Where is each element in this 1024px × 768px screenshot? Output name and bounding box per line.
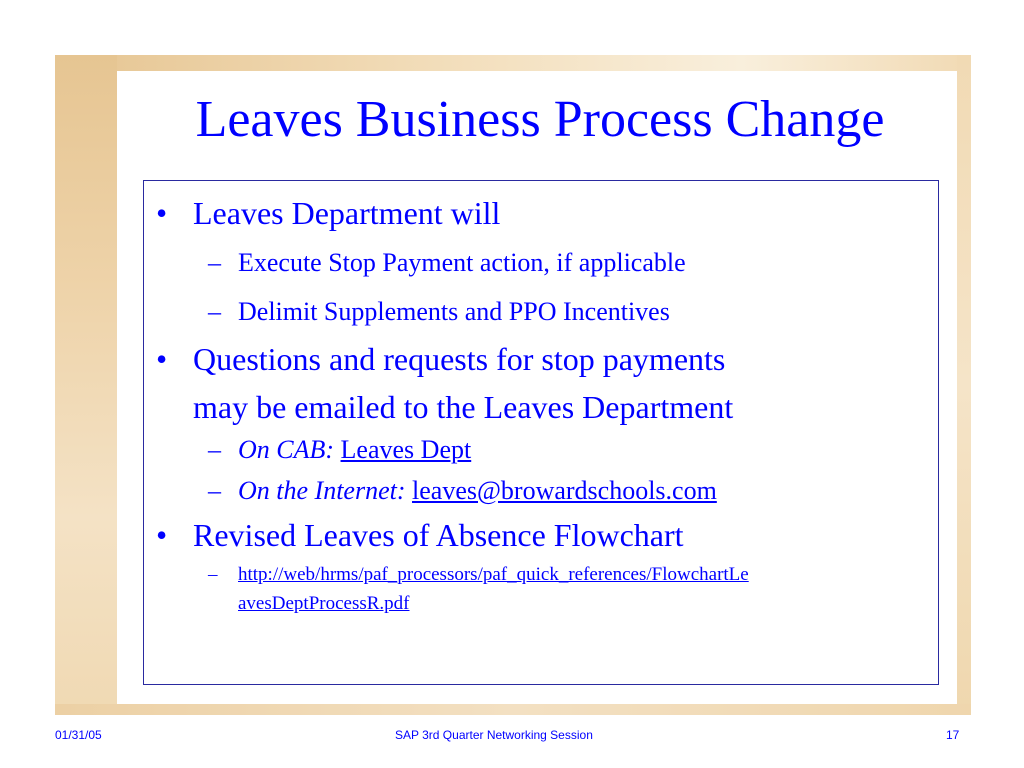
- bullet-text-leaves-department: Leaves Department will: [193, 195, 501, 231]
- sub-bullet-marker: –: [208, 248, 221, 277]
- internet-label: On the Internet:: [238, 476, 406, 505]
- sub-bullet-stop-payment: Execute Stop Payment action, if applicable: [238, 248, 686, 277]
- frame-right: [957, 55, 971, 715]
- content-box: [143, 180, 939, 685]
- bullet-marker: •: [156, 195, 168, 231]
- bullet-text-questions: Questions and requests for stop payments: [193, 341, 726, 377]
- email-link[interactable]: leaves@browardschools.com: [412, 476, 717, 505]
- sub-bullet-marker: –: [208, 297, 221, 326]
- footer-session-title: SAP 3rd Quarter Networking Session: [395, 728, 593, 742]
- bullet-marker: •: [156, 341, 168, 377]
- cab-label: On CAB:: [238, 435, 335, 464]
- sub-bullet-marker: –: [208, 564, 218, 585]
- frame-top: [55, 55, 971, 71]
- bullet-marker: •: [156, 517, 168, 553]
- sub-bullet-delimit: Delimit Supplements and PPO Incentives: [238, 297, 670, 326]
- sub-bullet-marker: –: [208, 476, 221, 505]
- leaves-dept-link[interactable]: Leaves Dept: [340, 435, 472, 464]
- flowchart-url-link-cont[interactable]: avesDeptProcessR.pdf: [238, 593, 410, 614]
- slide-title: Leaves Business Process Change: [195, 91, 885, 148]
- sub-bullet-cab: [238, 434, 471, 466]
- sub-bullet-marker: –: [208, 435, 221, 464]
- frame-bottom: [55, 704, 971, 715]
- footer-date: 01/31/05: [55, 728, 102, 742]
- flowchart-url-link[interactable]: http://web/hrms/paf_processors/paf_quick_references/FlowchartLe: [238, 564, 749, 585]
- bullet-text-flowchart: Revised Leaves of Absence Flowchart: [193, 517, 684, 553]
- bullet-text-questions-cont: may be emailed to the Leaves Department: [193, 389, 734, 425]
- footer-page-number: 17: [946, 728, 960, 742]
- frame-left: [55, 55, 117, 715]
- sub-bullet-internet: [238, 475, 717, 507]
